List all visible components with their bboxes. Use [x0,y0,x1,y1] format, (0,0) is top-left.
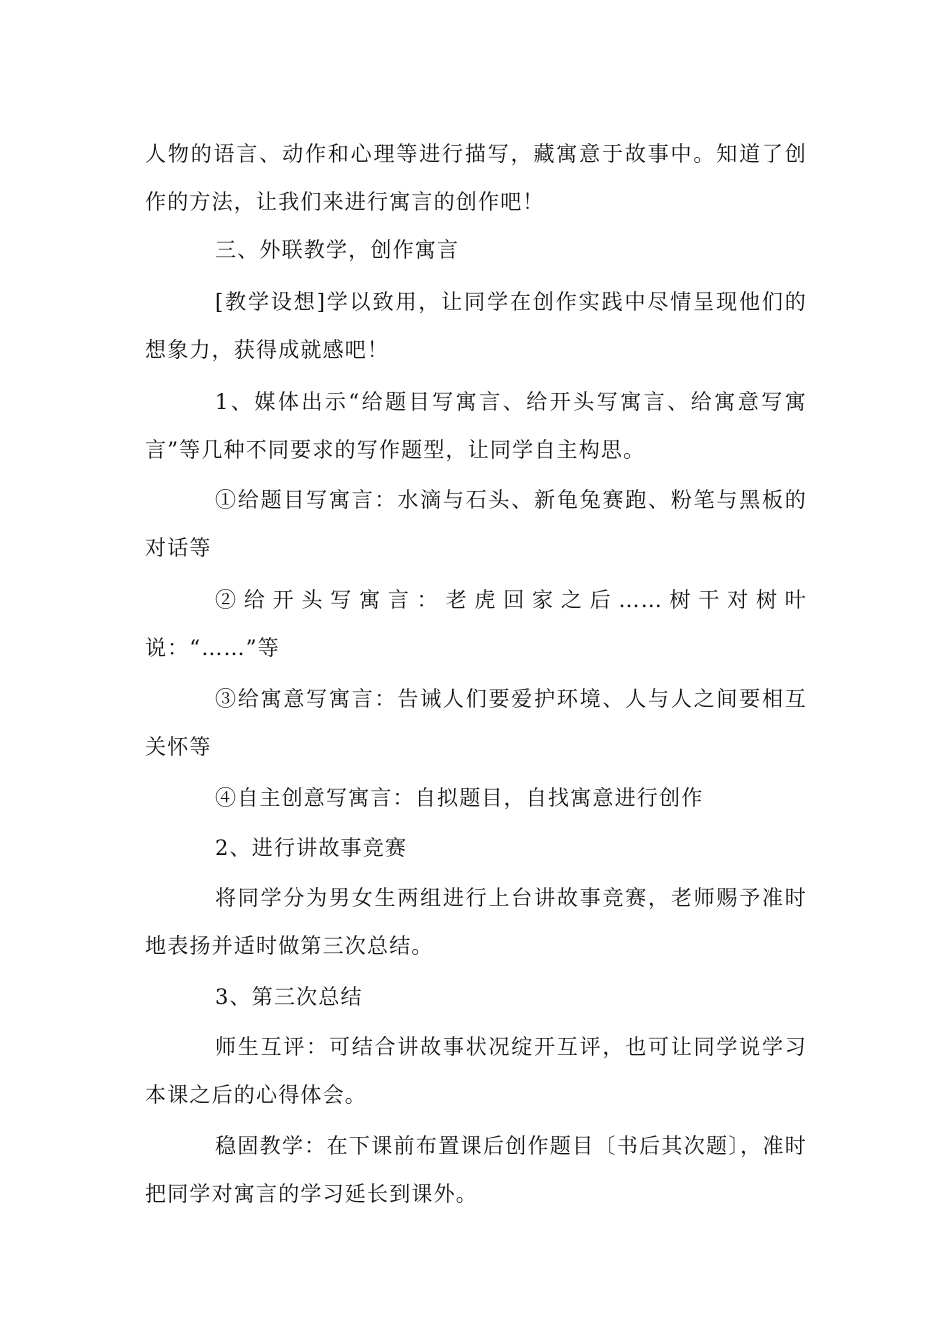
paragraph-teaching-idea: [教学设想]学以致用，让同学在创作实践中尽情呈现他们的想象力，获得成就感吧！ [145,290,807,362]
paragraph-mutual-evaluation: 师生互评：可结合讲故事状况绽开互评，也可让同学说学习本课之后的心得体会。 [145,1035,807,1107]
paragraph-competition: 将同学分为男女生两组进行上台讲故事竞赛，老师赐予准时地表扬并适时做第三次总结。 [145,886,807,958]
paragraph-step-1: 1、媒体出示“给题目写寓言、给开头写寓言、给寓意写寓言”等几种不同要求的写作题型，让同学自主构思。 [145,390,807,462]
section-heading-three: 三、外联教学，创作寓言 [215,238,460,262]
paragraph-item-3: ③给寓意写寓言：告诫人们要爱护环境、人与人之间要相互关怀等 [145,687,807,759]
paragraph-consolidation: 稳固教学：在下课前布置课后创作题目〔书后其次题〕，准时把同学对寓言的学习延长到课外。 [145,1134,807,1206]
paragraph-step-2: 2、进行讲故事竞赛 [215,836,408,860]
paragraph-intro-continuation: 人物的语言、动作和心理等进行描写，藏寓意于故事中。知道了创作的方法，让我们来进行寓言的创作吧！ [145,142,807,214]
paragraph-item-2: ②给开头写寓言：老虎回家之后……树干对树叶说：“……”等 [145,588,807,660]
paragraph-step-3: 3、第三次总结 [215,985,363,1009]
paragraph-item-4: ④自主创意写寓言：自拟题目，自找寓意进行创作 [215,786,704,810]
paragraph-item-1: ①给题目写寓言：水滴与石头、新龟兔赛跑、粉笔与黑板的对话等 [145,488,807,560]
